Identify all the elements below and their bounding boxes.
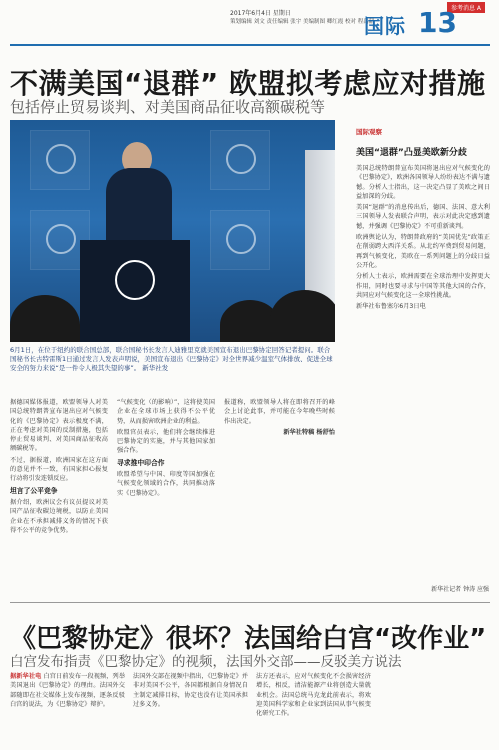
story-divider [10,602,490,603]
lead-column-3 [224,398,335,588]
paragraph-text: 白宫日前发布一段视频，列举美国退出《巴黎协定》的理由。法国外交部随即在社交媒体上发布视频，逐条反驳白宫的说法，为《巴黎协定》辩护。 [10,673,125,708]
paragraph: 不过，据报道，欧洲国家在这方面的意见并不一致，有国家担心报复行动将引发连锁反应。 [10,456,108,483]
header-rule [10,44,490,46]
paragraph: 欧洲舆论认为，特朗普政府的“美国优先”政策正在削弱跨大西洋关系。从北约军费到贸易问题，再到气候变化，美欧在一系列问题上的分歧日益公开化。 [356,234,490,269]
photo-caption: 6月1日，在位于纽约的联合国总部，联合国秘书长发言人迪雅里克就美国宣布退出巴黎协定回答记者提问。联合国秘书长古特雷斯1日通过发言人发表声明说，美国宣布退出《巴黎协定》对全世界减少温室气体排放、促进全球安全的努力来说“是一件令人极其失望的事”。 新华社发 [10,346,333,372]
paragraph: 法方还表示，应对气候变化不会损害经济增长，相反，清洁能源产业将创造大量就业机会。法国总统马克龙此前表示，将欢迎美国科学家和企业家到法国从事气候变化研究工作。 [256,673,371,718]
lead-photo [10,120,335,342]
sidebar-label: 国际观察 [356,128,382,136]
second-column-3 [256,672,371,746]
lead-column-2 [117,398,215,598]
paragraph: 分析人士表示，欧洲需要在全球治理中发挥更大作用，同时也要寻求与中国等其他大国的合作，共同应对气候变化这一全球性挑战。 [356,273,490,299]
paragraph: 据德国媒体报道，欧盟领导人对美国总统特朗普宣布退出应对气候变化的《巴黎协定》表示极度不满，正在考虑对美国的反制措施，包括停止贸易谈判、对美国商品征收高额碳税等。 [10,399,108,453]
page-header [0,0,499,44]
paragraph: 新华社布鲁塞尔6月3日电 [356,303,426,311]
paragraph [10,672,125,709]
second-headline: 《巴黎协定》很坏？法国给白宫“改作业” [10,624,487,654]
paragraph: 欧盟希望与中国、印度等国加强在气候变化领域的合作，共同推动落实《巴黎协定》。 [117,471,215,497]
second-column-1 [10,672,125,746]
paragraph: 欧盟官员表示，他们将会继续推进巴黎协定的实施，并与其他国家加强合作。 [117,428,215,455]
paragraph: 法国外交部在视频中指出，《巴黎协定》并非对美国不公平，各国都根据自身情况自主制定减排目标，协定也没有让美国承担过多义务。 [133,673,248,708]
section-title: 国际 [364,14,406,38]
paragraph: 报道称，欧盟领导人将在即将召开的峰会上讨论此事，并可能在今年晚些时候作出决定。 [224,399,335,425]
sidebar-byline: 新华社记者 钟涛 应强 [431,586,489,593]
lead-subhead: 包括停止贸易谈判、对美国商品征收高额碳税等 [10,98,326,116]
section-subtitle: 坦言了公平竞争 [10,486,58,495]
sidebar-title: 美国“退群”凸显美欧新分歧 [356,148,467,158]
paragraph: “气候变化（的影响）”，这将使美国企业在全球市场上获得不公平优势，从而损害欧洲企业的利益。 [117,399,215,425]
issue-date: 2017年6月4日 星期日 [230,10,291,17]
second-column-2 [133,672,248,746]
editor-credits: 策划编辑 刘文 责任编辑 张宇 美编制图 卿红霞 校对 程禹韶 [230,19,375,25]
lead-column-1 [10,398,108,598]
second-subhead: 白宫发布指责《巴黎协定》的视频，法国外交部——反驳美方说法 [10,654,402,670]
masthead-logo: 参考消息 A [447,2,485,13]
paragraph: 据介绍，欧洲议会有议员提议对美国产品征收碳边境税，以防止美国企业在不承担减排义务的情况下获得不公平的竞争优势。 [10,498,108,534]
sidebar-body [356,164,490,580]
page-number: 13 [418,6,457,39]
dateline: 据新华社电 [10,673,42,680]
lead-headline: 不满美国“退群” 欧盟拟考虑应对措施 [10,67,486,100]
byline: 新华社特稿 杨舒怡 [283,428,335,436]
paragraph: 美国“退群”的消息传出后，德国、法国、意大利三国领导人发表联合声明，表示对此决定感到遗憾，并强调《巴黎协定》不可重新谈判。 [356,204,490,230]
paragraph: 美国总统特朗普宣布美国将退出应对气候变化的《巴黎协定》，欧洲各国领导人纷纷表达不满与遗憾。分析人士指出，这一决定凸显了美欧之间日益加深的分歧。 [356,165,490,200]
section-subtitle: 寻求推中印合作 [117,458,165,467]
